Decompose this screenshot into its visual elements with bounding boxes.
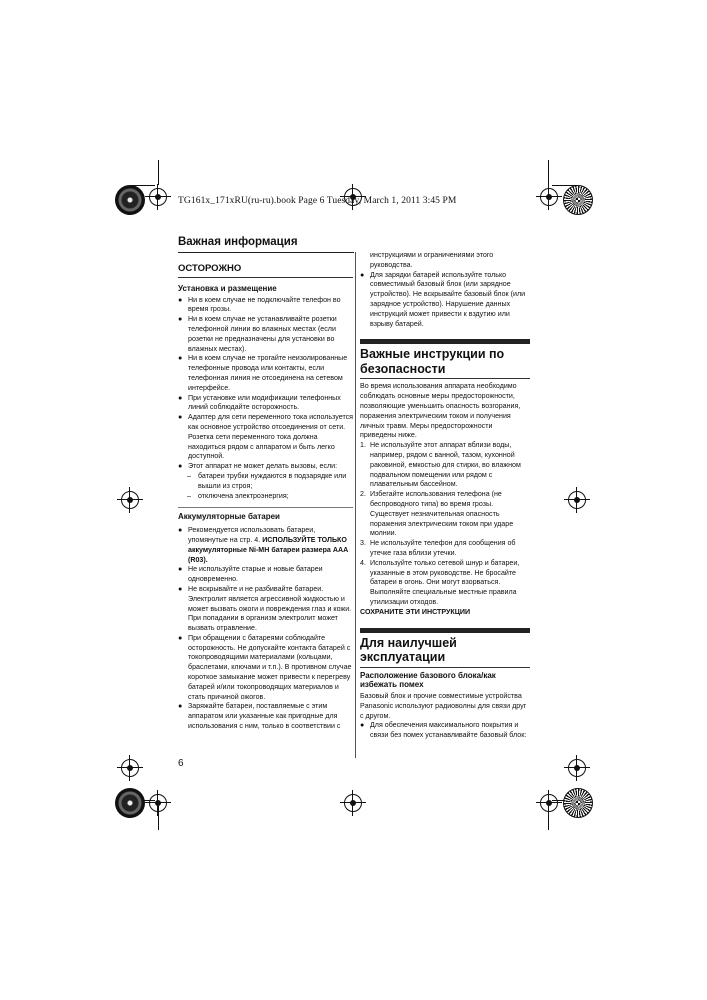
save-instructions-note: СОХРАНИТЕ ЭТИ ИНСТРУКЦИИ — [360, 607, 471, 616]
list-item: ● Рекомендуется использовать батареи, упомянутые на стр. 4. ИСПОЛЬЗУЙТЕ ТОЛЬКО аккумуляторные Ni-MH батареи размера AAA (R03). — [178, 526, 348, 564]
list-item: – батареи трубки нуждаются в подзарядке или вышли из строя; — [187, 471, 347, 490]
placement-text: Базовый блок и прочие совместимые устройства Panasonic используют радиоволны для связи друг с другом. — [360, 692, 527, 720]
color-dial-icon — [115, 788, 145, 818]
list-item: ● Для обеспечения максимального покрытия и связи без помех устанавливайте базовый блок: — [360, 721, 527, 740]
list-item: ● Не используйте старые и новые батареи одновременно. — [178, 565, 323, 584]
list-item: ● Этот аппарат не может делать вызовы, если: — [178, 462, 338, 471]
file-header-line: TG161x_171xRU(ru-ru).book Page 6 Tuesday, March 1, 2011 3:45 PM — [178, 196, 457, 206]
sunburst-target-icon — [563, 788, 593, 818]
install-heading: Установка и размещение — [178, 283, 277, 293]
best-use-section — [360, 628, 530, 668]
registration-mark-icon — [145, 184, 171, 210]
right-column — [360, 251, 530, 741]
list-item: ● При установке или модификации телефонных линий соблюдайте осторожность. — [178, 393, 341, 412]
section-title: Важная информация — [178, 236, 298, 248]
list-item: ● Адаптер для сети переменного тока используется как основное устройство отсоединения от сети. Розетка сети переменного тока должна находиться рядом с аппаратом и быть легко доступной. — [178, 413, 354, 461]
trim-mark — [548, 160, 549, 185]
safety-intro: Во время использования аппарата необходимо соблюдать основные меры предосторожности, позволяющие уменьшить опасность возгорания, поражения электрическим током и получения личных травм. Меры предосторожности приведены ниже. — [360, 382, 521, 440]
install-dash-list — [178, 472, 353, 501]
list-item: 1. Не используйте этот аппарат вблизи воды, например, рядом с ванной, тазом, кухонной раковиной, емкостью для стирки, во влажном подвальном помещении или рядом с плавательным бассейном. — [360, 441, 521, 489]
charger-list — [360, 271, 530, 330]
registration-mark-icon — [536, 790, 562, 816]
trim-mark — [158, 160, 159, 185]
registration-mark-icon — [536, 184, 562, 210]
safety-list — [360, 441, 530, 608]
registration-mark-icon — [117, 487, 143, 513]
best-use-heading: Для наилучшей эксплуатации — [360, 635, 457, 664]
safety-heading: Важные инструкции по безопасности — [360, 347, 505, 376]
registration-mark-icon — [564, 755, 590, 781]
list-item: – отключена электроэнергия; — [187, 491, 289, 500]
placement-list — [360, 721, 530, 741]
list-item: ● При обращении с батареями соблюдайте осторожность. Не допускайте контакта батарей с токопроводящими материалами (кольцами, браслетами, ключами и т.п.). В противном случае короткое замыкание может привести к перегреву батарей и/или токопроводящих материалов и стать причиной ожогов. — [178, 633, 352, 701]
safety-section — [360, 339, 530, 379]
registration-mark-icon — [117, 755, 143, 781]
continued-text: инструкциями и ограничениями этого руководства. — [370, 251, 494, 269]
list-item: ● Ни в коем случае не устанавливайте розетки телефонной линии во влажных местах (если розетки не предназначены для установки во влажных местах). — [178, 315, 337, 353]
registration-mark-icon — [145, 790, 171, 816]
list-item: ● Ни в коем случае не трогайте неизолированные телефонные провода или контакты, если телефонная линия не отсоединена на сетевом интерфейсе. — [178, 354, 348, 392]
caution-heading: ОСТОРОЖНО — [178, 256, 353, 278]
list-item: ● Заряжайте батареи, поставляемые с этим аппаратом или указанные как пригодные для использования с ним, только в соответствии с — [178, 702, 341, 731]
install-list — [178, 296, 353, 472]
list-item: ● Для зарядки батарей используйте только совместимый базовый блок (или зарядное устройство). Не вскрывайте базовый блок (или зарядное устройство). Нарушение данных инструкций может привести к вздутию или взрыву батарей. — [360, 270, 526, 328]
color-dial-icon — [115, 185, 145, 215]
column-divider — [355, 252, 356, 758]
list-item: ● Не вскрывайте и не разбивайте батареи. Электролит является агрессивной жидкостью и может вызвать ожоги и повреждения глаз и кожи. При попадании в организм электролит может вызвать отравление. — [178, 584, 352, 633]
list-item: ● Ни в коем случае не подключайте телефон во время грозы. — [178, 295, 341, 314]
battery-heading: Аккумуляторные батареи — [178, 507, 353, 524]
registration-mark-icon — [564, 487, 590, 513]
list-item: 4. Используйте только сетевой шнур и батареи, указанные в этом руководстве. Не бросайте батареи в огонь. Они могут взорваться. Выполняйте специальные местные правила утилизации отходов. — [360, 558, 520, 606]
registration-mark-icon — [340, 790, 366, 816]
list-item: 2. Избегайте использования телефона (не беспроводного типа) во время грозы. Существует незначительная опасность поражения электрическим током при ударе молнии. — [360, 490, 514, 538]
sunburst-target-icon — [563, 185, 593, 215]
battery-list — [178, 526, 353, 732]
placement-heading: Расположение базового блока/как избежать помех — [360, 670, 496, 690]
section-rule — [178, 252, 354, 253]
list-item: 3. Не используйте телефон для сообщения об утечке газа вблизи утечки. — [360, 539, 516, 557]
page-number: 6 — [178, 758, 184, 769]
left-column — [178, 256, 353, 732]
